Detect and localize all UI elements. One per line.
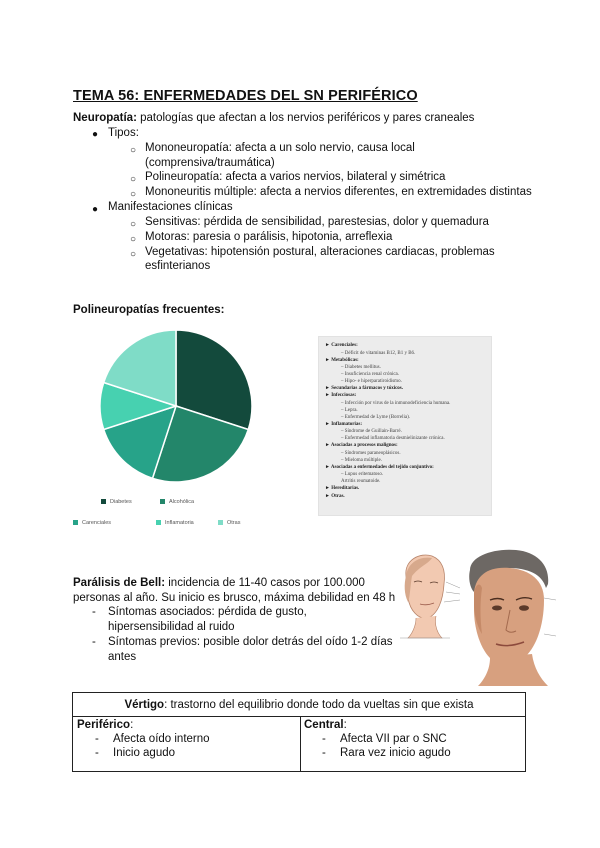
type-item-cont: (comprensiva/traumática): [145, 157, 275, 169]
bullet-circle-icon: ○: [130, 145, 137, 156]
large-face-drawing: [469, 550, 556, 686]
peripheral-label: Periférico: [77, 719, 131, 731]
central-column: [304, 717, 524, 771]
bell-item: Síntomas asociados: pérdida de gusto,: [108, 606, 307, 618]
legend-item-alcoholica: [160, 499, 194, 505]
dash-icon: -: [322, 733, 326, 745]
manifestation-item: Sensitivas: pérdida de sensibilidad, parestesias, dolor y quemadura: [145, 216, 489, 228]
small-face-drawing: [400, 555, 460, 638]
pathology-subitem: – Enfermedad de Lyme (Borrelia).: [341, 414, 410, 420]
peripheral-column: [77, 717, 297, 771]
legend-label: Diabetes: [110, 499, 132, 505]
manifestation-item: Motoras: paresia o parálisis, hipotonia, arreflexia: [145, 231, 393, 243]
legend-item-diabetes: [101, 499, 132, 505]
legend-swatch: [101, 499, 106, 504]
legend-label: Otras: [227, 520, 241, 526]
bullet-dot-icon: ●: [92, 129, 99, 140]
bullet-circle-icon: ○: [130, 234, 137, 245]
pathology-subitem: – Síndrome de Guillain-Barré.: [341, 429, 402, 435]
pathology-category: ► Hereditarias.: [325, 485, 360, 491]
dash-icon: -: [92, 636, 96, 648]
neuropathy-definition: [73, 111, 474, 127]
pathology-subitem: – Hipo- e hiperparatiroidismo.: [341, 378, 402, 384]
legend-item-inflamatoria: [156, 520, 194, 526]
manifestations-label: Manifestaciones clínicas: [108, 201, 233, 213]
pathology-category: ► Otras.: [325, 493, 345, 499]
legend-swatch: [160, 499, 165, 504]
peripheral-item: Inicio agudo: [113, 747, 176, 759]
pathology-subitem: – Lupus eritematoso.: [341, 472, 384, 478]
legend-swatch: [218, 520, 223, 525]
pathology-category: ► Metabólicas:: [325, 357, 359, 363]
dash-icon: -: [322, 747, 326, 759]
pathology-category: ► Infecciosas:: [325, 393, 357, 399]
legend-item-otras: [218, 520, 240, 526]
vertigo-header-row: [73, 693, 525, 717]
pathology-subitem: – Diabetes mellitus.: [341, 365, 381, 371]
legend-label: Carenciales: [82, 520, 112, 526]
type-item: Polineuropatía: afecta a varios nervios, bilateral y simétrica: [145, 171, 446, 183]
neuropathy-label: Neuropatía:: [73, 112, 137, 124]
bullet-circle-icon: ○: [130, 249, 137, 260]
legend-item-carenciales: [73, 520, 111, 526]
pathology-subitem: – Mieloma múltiple.: [341, 457, 382, 463]
dash-icon: -: [95, 747, 99, 759]
manifestation-item-cont: esfinterianos: [145, 260, 211, 272]
bell-palsy-desc: incidencia de 11-40 casos por 100.000: [165, 577, 365, 589]
vertigo-desc: : trastorno del equilibrio donde todo da vueltas sin que exista: [164, 699, 474, 711]
pathology-subitem: – Déficit de vitaminas B12, B1 y B6.: [341, 350, 416, 356]
pathology-subitem: – Infección por virus de la inmunodeficiencia humana.: [341, 401, 451, 406]
peripheral-item: Afecta oído interno: [113, 733, 210, 745]
pathology-category: ► Carenciales:: [325, 343, 358, 348]
vertigo-table: [72, 692, 526, 772]
bullet-dot-icon: ●: [92, 204, 99, 215]
dash-icon: -: [92, 606, 96, 618]
legend-label: Alcohólica: [169, 499, 195, 505]
pathology-subitem: – Lepra.: [341, 407, 358, 413]
legend-swatch: [156, 520, 161, 525]
colon: :: [130, 719, 134, 731]
pathology-subitem: – Síndromes paraneoplásicos.: [341, 450, 401, 456]
types-label: Tipos:: [108, 127, 139, 139]
bell-palsy-label: Parálisis de Bell:: [73, 577, 166, 589]
bell-item-cont: antes: [108, 651, 137, 663]
page-title: TEMA 56: ENFERMEDADES DEL SN PERIFÉRICO: [73, 88, 418, 104]
bell-palsy-face-illustration: [398, 548, 558, 688]
pathology-category: ► Secundarias a fármacos y tóxicos.: [325, 385, 403, 391]
central-item: Afecta VII par o SNC: [340, 733, 447, 745]
bullet-circle-icon: ○: [130, 174, 137, 185]
neuropathy-desc: patologías que afectan a los nervios periféricos y pares craneales: [136, 112, 475, 124]
vertigo-label: Vértigo: [124, 699, 165, 711]
legend-label: Inflamatoria: [165, 520, 194, 526]
manifestation-item: Vegetativas: hipotensión postural, alteraciones cardiacas, problemas: [145, 246, 495, 258]
bell-item-cont: hipersensibilidad al ruido: [108, 621, 235, 633]
type-item: Mononeuritis múltiple: afecta a nervios diferentes, en extremidades distintas: [145, 186, 532, 198]
bullet-circle-icon: ○: [130, 219, 137, 230]
central-item: Rara vez inicio agudo: [340, 747, 451, 759]
colon: :: [343, 719, 347, 731]
pathology-list-image: [318, 336, 492, 516]
pathology-category: ► Asociadas a procesos malignos:: [325, 443, 398, 449]
bell-item: Síntomas previos: posible dolor detrás del oído 1-2 días: [108, 636, 393, 648]
pathology-category: ► Inflamatorias:: [325, 421, 363, 427]
central-label: Central: [304, 719, 344, 731]
table-divider: [300, 717, 301, 771]
legend-swatch: [73, 520, 78, 525]
polyneuropathies-heading: Polineuropatías frecuentes:: [73, 304, 225, 316]
dash-icon: -: [95, 733, 99, 745]
pathology-category: ► Asociadas a enfermedades del tejido conjuntivo:: [325, 464, 434, 470]
pathology-subitem: – Enfermedad inflamatoria desmielinizante crónica.: [341, 436, 445, 442]
bell-palsy-line1: [73, 576, 365, 592]
type-item: Mononeuropatía: afecta a un solo nervio, causa local: [145, 142, 415, 154]
pathology-subitem: – Insuficiencia renal crónica.: [341, 372, 400, 377]
bell-palsy-line2: personas al año. Su inicio es brusco, máxima debilidad en 48 h: [73, 592, 396, 604]
bullet-circle-icon: ○: [130, 189, 137, 200]
pathology-subitem: Artritis reumatoide.: [341, 479, 381, 484]
